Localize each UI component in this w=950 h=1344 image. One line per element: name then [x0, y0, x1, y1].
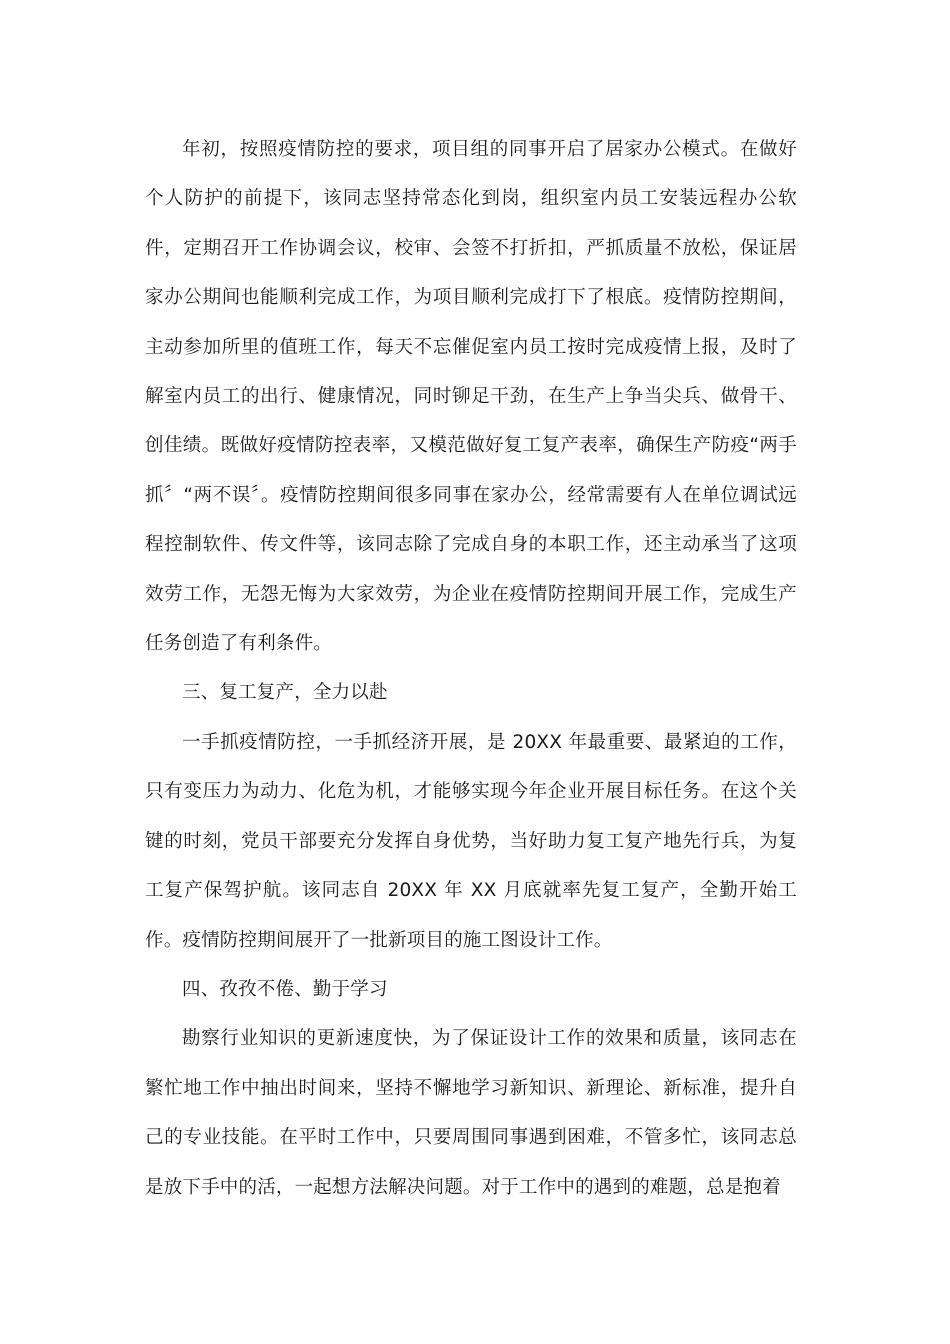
paragraph-resume-work: 一手抓疫情防控，一手抓经济开展，是 20XX 年最重要、最紧迫的工作，只有变压力为动力、化危为机，才能够实现今年企业开展目标任务。在这个关键的时刻，党员干部要充分发挥自身优势，当好助力复工复产地先行兵，为复工复产保驾护航。该同志自 20XX 年 XX 月底就率先复工复产，全勤开始工作。疫情防控期间展开了一批新项目的施工图设计工作。 — [145, 731, 797, 951]
document-body — [145, 125, 797, 1212]
section-heading-resume-work: 三、复工复产，全力以赴 — [182, 682, 388, 704]
section-heading-learning: 四、孜孜不倦、勤于学习 — [182, 978, 388, 1000]
paragraph-epidemic-work: 年初，按照疫情防控的要求，项目组的同事开启了居家办公模式。在做好个人防护的前提下，该同志坚持常态化到岗，组织室内员工安装远程办公软件，定期召开工作协调会议，校审、会签不打折扣，严抓质量不放松，保证居家办公期间也能顺利完成工作，为项目顺利完成打下了根底。疫情防控期间，主动参加所里的值班工作，每天不忘催促室内员工按时完成疫情上报，及时了解室内员工的出行、健康情况，同时铆足干劲，在生产上争当尖兵、做骨干、创佳绩。既做好疫情防控表率，又模范做好复工复产表率，确保生产防疫“两手抓〞“两不误〞。疫情防控期间很多同事在家办公，经常需要有人在单位调试远程控制软件、传文件等，该同志除了完成自身的本职工作，还主动承当了这项效劳工作，无怨无悔为大家效劳，为企业在疫情防控期间开展工作，完成生产任务创造了有利条件。 — [145, 139, 797, 655]
paragraph-learning: 勘察行业知识的更新速度快，为了保证设计工作的效果和质量，该同志在繁忙地工作中抽出时间来，坚持不懈地学习新知识、新理论、新标准，提升自己的专业技能。在平时工作中，只要周围同事遇到困难，不管多忙，该同志总是放下手中的活，一起想方法解决问题。对于工作中的遇到的难题，总是抱着 — [145, 1028, 797, 1198]
